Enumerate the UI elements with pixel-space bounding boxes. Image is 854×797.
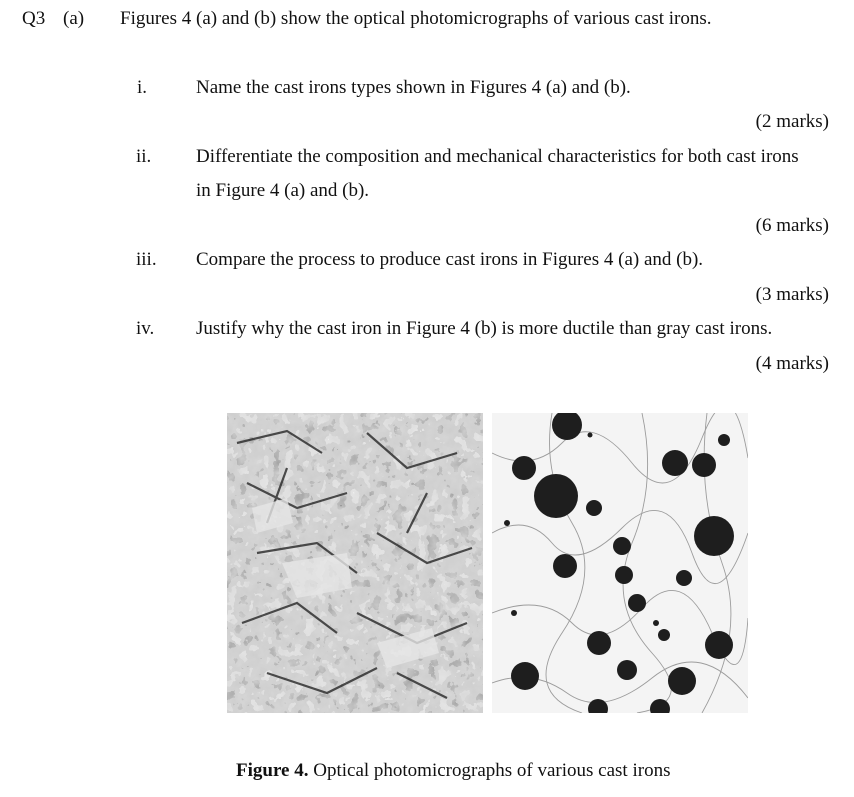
figure-4b-micrograph xyxy=(492,413,748,713)
marks-iii: (3 marks) xyxy=(755,284,829,305)
figure-caption-label: Figure 4. xyxy=(236,760,309,781)
item-numeral-i: i. xyxy=(137,77,148,98)
item-text-ii-line1: Differentiate the composition and mechanical characteristics for both cast irons xyxy=(196,146,799,167)
figure-caption-text: Optical photomicrographs of various cast irons xyxy=(308,760,671,781)
item-numeral-ii: ii. xyxy=(136,146,152,167)
item-text-iii: Compare the process to produce cast irons in Figures 4 (a) and (b). xyxy=(196,249,704,270)
question-part: (a) xyxy=(63,8,85,29)
item-numeral-iv: iv. xyxy=(136,318,155,339)
item-text-ii-line2: in Figure 4 (a) and (b). xyxy=(196,180,370,201)
item-text-iv: Justify why the cast iron in Figure 4 (b) is more ductile than gray cast irons. xyxy=(196,318,773,339)
question-intro: Figures 4 (a) and (b) show the optical photomicrographs of various cast irons. xyxy=(120,8,712,29)
marks-i: (2 marks) xyxy=(755,111,829,132)
marks-iv: (4 marks) xyxy=(755,353,829,374)
figure-4a-micrograph xyxy=(227,413,483,713)
marks-ii: (6 marks) xyxy=(755,215,829,236)
figure-caption xyxy=(236,760,670,782)
item-numeral-iii: iii. xyxy=(136,249,157,270)
question-number: Q3 xyxy=(22,8,46,29)
item-text-i: Name the cast irons types shown in Figures 4 (a) and (b). xyxy=(196,77,631,98)
